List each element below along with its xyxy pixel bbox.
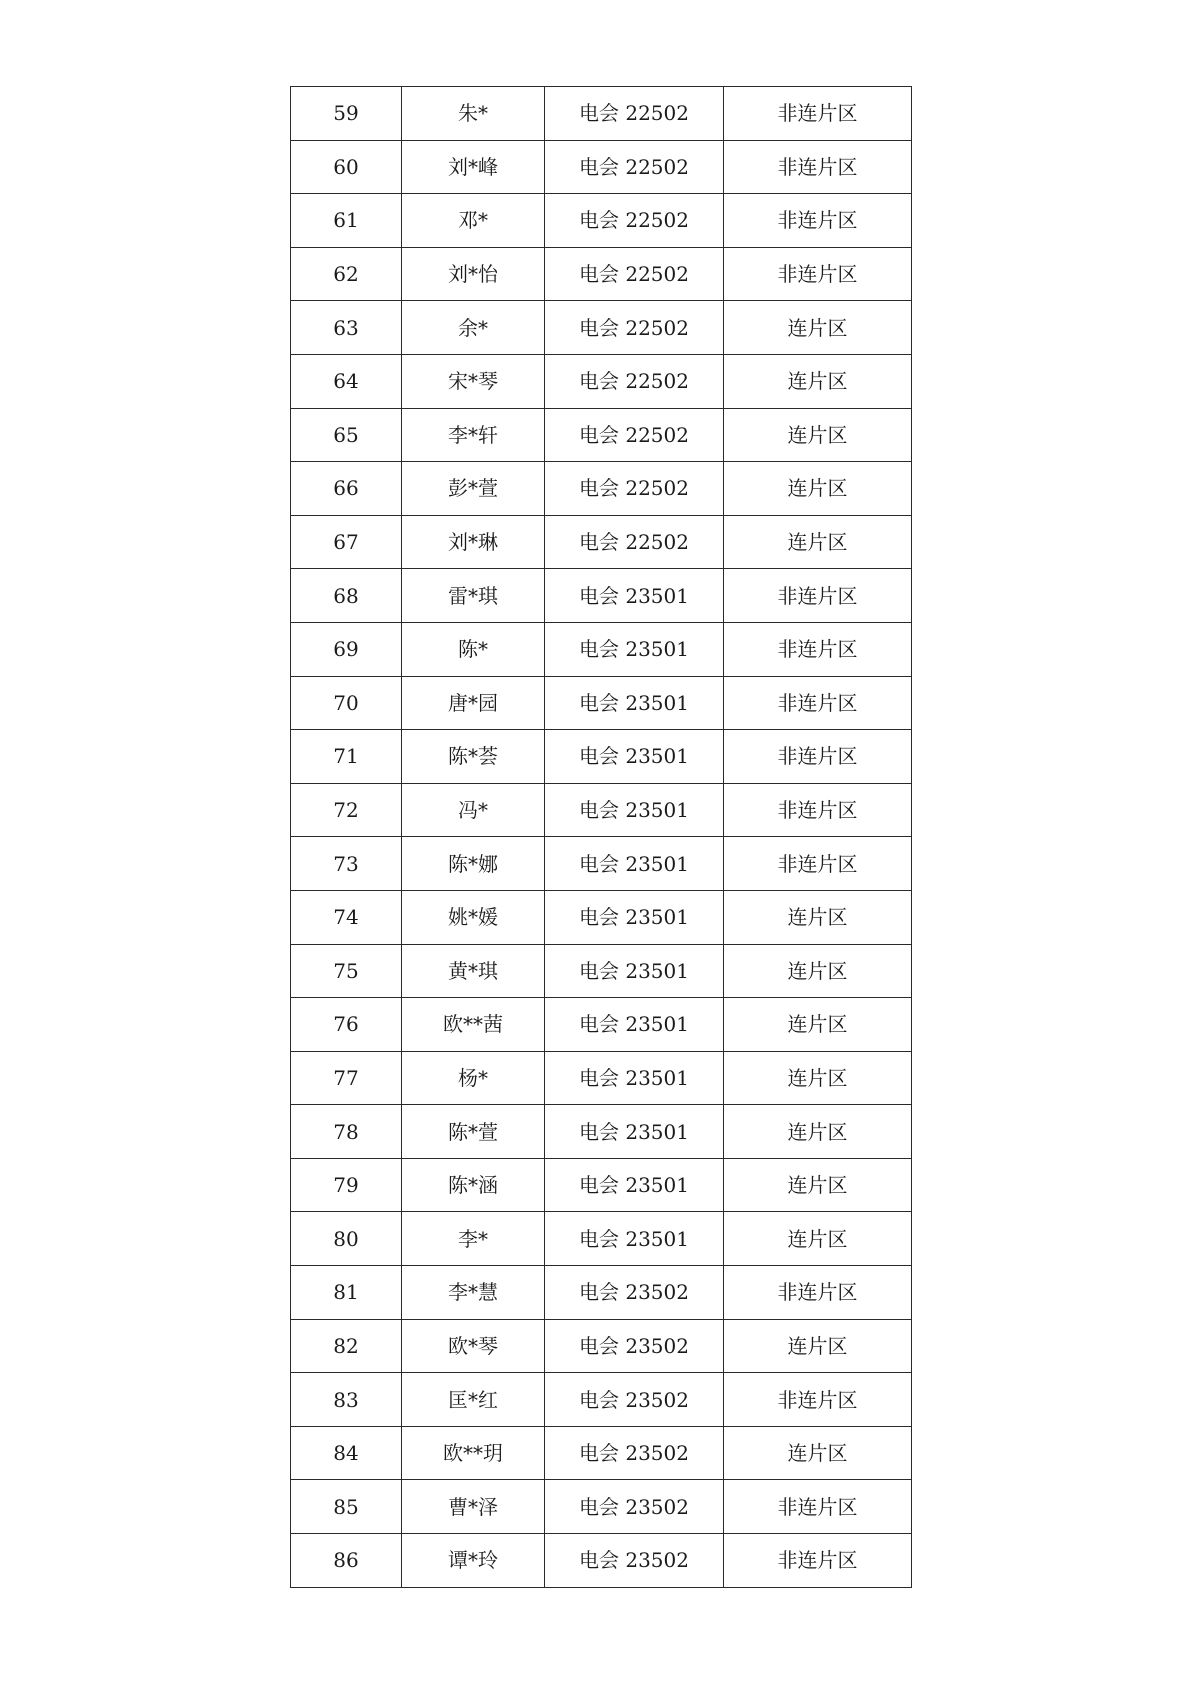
area-type-cell: 连片区 [724, 944, 912, 998]
class-cell: 电会 23502 [545, 1426, 724, 1480]
student-name-cell: 唐*园 [402, 676, 545, 730]
class-cell: 电会 23501 [545, 1158, 724, 1212]
area-type-cell: 非连片区 [724, 140, 912, 194]
table-row [291, 247, 912, 301]
student-name-cell: 刘*怡 [402, 247, 545, 301]
class-cell: 电会 22502 [545, 462, 724, 516]
class-cell: 电会 23501 [545, 944, 724, 998]
area-type-cell: 非连片区 [724, 569, 912, 623]
student-name-cell: 刘*峰 [402, 140, 545, 194]
area-type-cell: 非连片区 [724, 1266, 912, 1320]
row-number-cell: 67 [291, 515, 402, 569]
area-type-cell: 连片区 [724, 1105, 912, 1159]
row-number-cell: 77 [291, 1051, 402, 1105]
table-row [291, 730, 912, 784]
row-number-cell: 64 [291, 354, 402, 408]
area-type-cell: 连片区 [724, 515, 912, 569]
table-row [291, 676, 912, 730]
student-name-cell: 陈* [402, 622, 545, 676]
table-row [291, 944, 912, 998]
student-name-cell: 欧**玥 [402, 1426, 545, 1480]
student-name-cell: 陈*萱 [402, 1105, 545, 1159]
student-name-cell: 彭*萱 [402, 462, 545, 516]
area-type-cell: 非连片区 [724, 837, 912, 891]
row-number-cell: 78 [291, 1105, 402, 1159]
class-cell: 电会 23501 [545, 676, 724, 730]
student-name-cell: 陈*涵 [402, 1158, 545, 1212]
student-name-cell: 雷*琪 [402, 569, 545, 623]
area-type-cell: 连片区 [724, 1426, 912, 1480]
table-row [291, 569, 912, 623]
student-name-cell: 姚*媛 [402, 890, 545, 944]
row-number-cell: 69 [291, 622, 402, 676]
area-type-cell: 非连片区 [724, 247, 912, 301]
table-row [291, 1373, 912, 1427]
area-type-cell: 连片区 [724, 1212, 912, 1266]
area-type-cell: 非连片区 [724, 1480, 912, 1534]
student-name-cell: 刘*琳 [402, 515, 545, 569]
roster-table-body [291, 87, 912, 1588]
area-type-cell: 非连片区 [724, 194, 912, 248]
row-number-cell: 66 [291, 462, 402, 516]
row-number-cell: 63 [291, 301, 402, 355]
table-row [291, 515, 912, 569]
table-row [291, 783, 912, 837]
table-row [291, 1051, 912, 1105]
class-cell: 电会 23501 [545, 622, 724, 676]
class-cell: 电会 23501 [545, 1105, 724, 1159]
row-number-cell: 71 [291, 730, 402, 784]
student-name-cell: 陈*荟 [402, 730, 545, 784]
row-number-cell: 85 [291, 1480, 402, 1534]
table-row [291, 1480, 912, 1534]
class-cell: 电会 23501 [545, 783, 724, 837]
table-row [291, 87, 912, 141]
class-cell: 电会 23501 [545, 1051, 724, 1105]
row-number-cell: 65 [291, 408, 402, 462]
area-type-cell: 非连片区 [724, 730, 912, 784]
row-number-cell: 75 [291, 944, 402, 998]
student-name-cell: 朱* [402, 87, 545, 141]
student-name-cell: 陈*娜 [402, 837, 545, 891]
row-number-cell: 60 [291, 140, 402, 194]
row-number-cell: 73 [291, 837, 402, 891]
class-cell: 电会 22502 [545, 247, 724, 301]
student-name-cell: 李*轩 [402, 408, 545, 462]
student-name-cell: 宋*琴 [402, 354, 545, 408]
area-type-cell: 连片区 [724, 890, 912, 944]
student-name-cell: 杨* [402, 1051, 545, 1105]
row-number-cell: 61 [291, 194, 402, 248]
table-row [291, 1426, 912, 1480]
table-row [291, 622, 912, 676]
student-name-cell: 谭*玲 [402, 1534, 545, 1588]
row-number-cell: 86 [291, 1534, 402, 1588]
class-cell: 电会 23502 [545, 1534, 724, 1588]
student-name-cell: 李* [402, 1212, 545, 1266]
row-number-cell: 80 [291, 1212, 402, 1266]
area-type-cell: 非连片区 [724, 783, 912, 837]
student-name-cell: 余* [402, 301, 545, 355]
class-cell: 电会 22502 [545, 408, 724, 462]
table-row [291, 1266, 912, 1320]
student-name-cell: 黄*琪 [402, 944, 545, 998]
area-type-cell: 连片区 [724, 301, 912, 355]
class-cell: 电会 23501 [545, 998, 724, 1052]
area-type-cell: 连片区 [724, 998, 912, 1052]
class-cell: 电会 22502 [545, 515, 724, 569]
class-cell: 电会 22502 [545, 194, 724, 248]
class-cell: 电会 22502 [545, 87, 724, 141]
row-number-cell: 76 [291, 998, 402, 1052]
row-number-cell: 74 [291, 890, 402, 944]
row-number-cell: 59 [291, 87, 402, 141]
table-row [291, 837, 912, 891]
row-number-cell: 84 [291, 1426, 402, 1480]
class-cell: 电会 23502 [545, 1373, 724, 1427]
row-number-cell: 68 [291, 569, 402, 623]
class-cell: 电会 23501 [545, 837, 724, 891]
roster-table [290, 86, 912, 1588]
row-number-cell: 83 [291, 1373, 402, 1427]
student-name-cell: 李*慧 [402, 1266, 545, 1320]
class-cell: 电会 23501 [545, 730, 724, 784]
table-row [291, 462, 912, 516]
area-type-cell: 非连片区 [724, 87, 912, 141]
table-row [291, 890, 912, 944]
table-row [291, 301, 912, 355]
row-number-cell: 70 [291, 676, 402, 730]
class-cell: 电会 22502 [545, 301, 724, 355]
table-row [291, 998, 912, 1052]
class-cell: 电会 23502 [545, 1480, 724, 1534]
table-row [291, 1105, 912, 1159]
area-type-cell: 连片区 [724, 462, 912, 516]
area-type-cell: 连片区 [724, 1158, 912, 1212]
row-number-cell: 81 [291, 1266, 402, 1320]
row-number-cell: 82 [291, 1319, 402, 1373]
student-name-cell: 匡*红 [402, 1373, 545, 1427]
table-row [291, 354, 912, 408]
row-number-cell: 72 [291, 783, 402, 837]
class-cell: 电会 23501 [545, 1212, 724, 1266]
table-row [291, 194, 912, 248]
class-cell: 电会 22502 [545, 140, 724, 194]
area-type-cell: 非连片区 [724, 1534, 912, 1588]
table-row [291, 140, 912, 194]
table-row [291, 408, 912, 462]
class-cell: 电会 22502 [545, 354, 724, 408]
table-row [291, 1212, 912, 1266]
area-type-cell: 连片区 [724, 408, 912, 462]
area-type-cell: 连片区 [724, 1319, 912, 1373]
area-type-cell: 非连片区 [724, 676, 912, 730]
student-name-cell: 邓* [402, 194, 545, 248]
class-cell: 电会 23502 [545, 1266, 724, 1320]
class-cell: 电会 23502 [545, 1319, 724, 1373]
area-type-cell: 连片区 [724, 1051, 912, 1105]
student-name-cell: 欧*琴 [402, 1319, 545, 1373]
student-name-cell: 欧**茜 [402, 998, 545, 1052]
row-number-cell: 62 [291, 247, 402, 301]
table-row [291, 1319, 912, 1373]
area-type-cell: 非连片区 [724, 622, 912, 676]
area-type-cell: 非连片区 [724, 1373, 912, 1427]
row-number-cell: 79 [291, 1158, 402, 1212]
area-type-cell: 连片区 [724, 354, 912, 408]
table-row [291, 1158, 912, 1212]
table-row [291, 1534, 912, 1588]
student-name-cell: 曹*泽 [402, 1480, 545, 1534]
class-cell: 电会 23501 [545, 890, 724, 944]
student-name-cell: 冯* [402, 783, 545, 837]
class-cell: 电会 23501 [545, 569, 724, 623]
